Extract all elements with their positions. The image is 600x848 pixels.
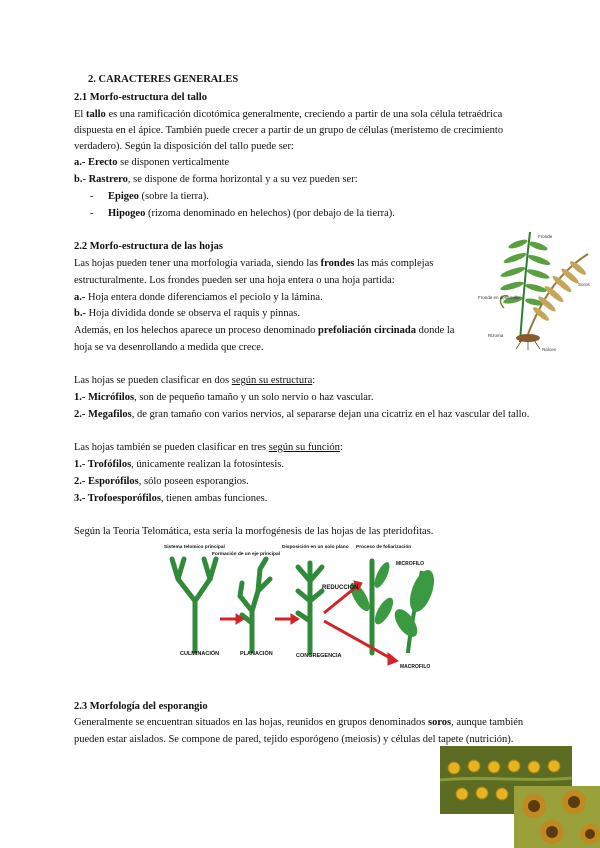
paragraph-line: Las hojas se pueden clasificar en dos según su estructura: (74, 375, 316, 386)
dash-bullet: - (90, 191, 94, 202)
list-item: 2.- Esporófilos, sólo poseen esporangios. (74, 476, 249, 487)
fern-label: Soros (578, 282, 590, 287)
diagram-label: Disposición en un solo plano (282, 545, 349, 550)
fern-label: Fronde (538, 234, 553, 239)
list-item: 3.- Trofoesporófilos, tienen ambas funciones. (74, 493, 268, 504)
section-title: 2. CARACTERES GENERALES (88, 74, 239, 85)
list-item: b.- Rastrero, se dispone de forma horizontal y a su vez pueden ser: (74, 174, 358, 185)
sub-list-item: Hipogeo (rizoma denominado en helechos) (por debajo de la tierra). (108, 208, 395, 219)
heading-2-2: 2.2 Morfo-estructura de las hojas (74, 241, 224, 252)
fern-label: Rizoma (488, 333, 504, 338)
paragraph-line: pueden estar aislados. Se compone de pared, tejido esporógeno (meiosis) y células del tapete (nutrición). (74, 734, 514, 745)
paragraph-line: dispuesta en el ápice. También puede crecer a partir de un grupo de células (meristemo de crecimiento (74, 125, 504, 136)
heading-2-1: 2.1 Morfo-estructura del tallo (74, 92, 207, 103)
diagram-label: Proceso de foliarización (356, 545, 412, 550)
paragraph-line: estructuralmente. Los frondes pueden ser una hoja entera o una hoja partida: (74, 275, 395, 286)
diagram-label: CONGREGENCIA (296, 653, 342, 659)
list-item: 1.- Trofófilos, únicamente realizan la fotosíntesis. (74, 459, 284, 470)
paragraph-line: verdadero). Según la disposición del tallo puede ser: (74, 141, 294, 152)
dash-bullet: - (90, 208, 94, 219)
paragraph-line: Generalmente se encuentran situados en las hojas, reunidos en grupos denominados soros, aunque también (74, 717, 524, 728)
paragraph-line: Las hojas también se pueden clasificar en tres según su función: (74, 442, 343, 453)
fern-label: Fronde en desarrollo (478, 295, 520, 300)
paragraph-line: hoja se va desenrollando a medida que crece. (74, 342, 264, 353)
list-item: b.- Hoja dividida donde se observa el raquis y pinnas. (74, 308, 301, 319)
fern-illustration (478, 224, 596, 354)
list-item: a.- Erecto se disponen verticalmente (74, 157, 230, 168)
diagram-label: MICROFILO (396, 561, 425, 567)
paragraph-line: El tallo es una ramificación dicotómica generalmente, creciendo a partir de una sola célula tetraédrica (74, 109, 503, 120)
fern-label: Raíces (542, 347, 557, 352)
paragraph-line: Además, en los helechos aparece un proceso denominado prefoliación circinada donde la (74, 325, 455, 336)
telome-theory-diagram (160, 541, 440, 671)
diagram-label: MACROFILO (400, 664, 431, 670)
diagram-label: REDUCCIÓN (322, 585, 359, 591)
list-item: 2.- Megafilos, de gran tamaño con varios nervios, al separarse dejan una cicatriz en el haz vascular del tallo. (74, 409, 530, 420)
heading-2-3: 2.3 Morfología del esporangio (74, 701, 208, 712)
paragraph-line: Según la Teoría Telomática, esta sería la morfogénesis de las hojas de las pteridofitas. (74, 526, 434, 537)
diagram-label: CULMINACIÓN (180, 651, 220, 657)
sori-closeup-photo (514, 786, 600, 848)
diagram-label: Formación de un eje principal (212, 552, 280, 557)
list-item: a.- Hoja entera donde diferenciamos el peciolo y la lámina. (74, 292, 323, 303)
sub-list-item: Epigeo (sobre la tierra). (108, 191, 209, 202)
diagram-label: Sistema telomico principal (164, 545, 225, 550)
paragraph-line: Las hojas pueden tener una morfología variada, siendo las frondes las más complejas (74, 258, 434, 269)
diagram-label: PLANACIÓN (240, 651, 273, 657)
list-item: 1.- Micrófilos, son de pequeño tamaño y un solo nervio o haz vascular. (74, 392, 374, 403)
rhizome (516, 334, 540, 342)
